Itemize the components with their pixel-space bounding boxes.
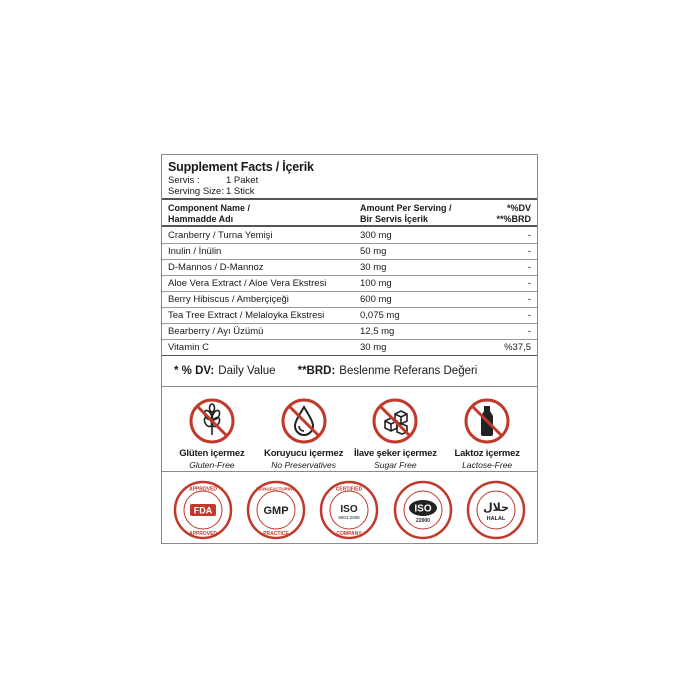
cell-dv: - — [527, 326, 531, 337]
brd-text: Beslenme Referans Değeri — [339, 365, 478, 377]
dv-text: Daily Value — [218, 365, 276, 377]
legend — [162, 355, 537, 387]
column-header-name: Component Name / Hammadde Adı — [168, 203, 251, 224]
dv-key: * % DV: — [174, 365, 215, 377]
cell-amount: 30 mg — [360, 342, 387, 353]
table-row — [162, 243, 537, 259]
svg-text:PRACTICE: PRACTICE — [263, 531, 289, 537]
table-row — [162, 307, 537, 323]
cell-name: Aloe Vera Extract / Aloe Vera Ekstresi — [168, 278, 327, 289]
table-row — [162, 323, 537, 339]
svg-text:CERTIFIED: CERTIFIED — [336, 486, 363, 493]
brd-key: **BRD: — [297, 365, 336, 377]
cell-dv: - — [527, 229, 531, 241]
servis-value: 1 Paket — [226, 175, 259, 186]
svg-text:HALAL: HALAL — [486, 516, 506, 522]
svg-text:APPROVED: APPROVED — [188, 531, 217, 537]
cell-name: D-Mannos / D-Mannoz — [168, 262, 264, 273]
cell-amount: 600 mg — [360, 294, 392, 305]
sugar-free-badge: İlave şeker içermez Sugar Free — [350, 397, 442, 471]
sugar-cube-icon — [371, 397, 419, 445]
column-headers — [162, 200, 537, 225]
facts-title: Supplement Facts / İçerik — [168, 160, 314, 174]
serving-size-value: 1 Stick — [226, 186, 255, 197]
supplement-facts-panel — [161, 154, 538, 544]
cell-name: Bearberry / Ayı Üzümü — [168, 326, 264, 337]
cell-dv: - — [527, 262, 531, 273]
ingredient-table — [162, 227, 537, 355]
cell-amount: 0,075 mg — [360, 310, 400, 321]
cell-dv: - — [527, 310, 531, 321]
table-row — [162, 259, 537, 275]
cell-name: Berry Hibiscus / Amberçiçeği — [168, 294, 289, 305]
cell-amount: 30 mg — [360, 262, 387, 273]
wheat-icon — [188, 397, 236, 445]
certification-seals — [162, 471, 537, 543]
cell-amount: 100 mg — [360, 278, 392, 289]
svg-text:ISO: ISO — [340, 504, 359, 515]
cell-dv: - — [527, 294, 531, 305]
svg-text:ISO: ISO — [414, 503, 432, 515]
free-from-icons — [162, 387, 537, 471]
cell-name: Inulin / İnülin — [168, 246, 222, 257]
svg-text:9001:2008: 9001:2008 — [338, 515, 361, 520]
column-header-dv: *%DV **%BRD — [496, 203, 531, 224]
facts-header — [162, 155, 537, 198]
table-row — [162, 275, 537, 291]
cell-name: Cranberry / Turna Yemişi — [168, 229, 273, 241]
cell-dv: - — [527, 278, 531, 289]
cell-dv: %37,5 — [504, 342, 531, 353]
fda-seal-icon — [173, 480, 233, 540]
servis-line — [168, 175, 531, 186]
svg-text:COMPANY: COMPANY — [336, 531, 363, 537]
svg-text:APPROVED: APPROVED — [188, 486, 217, 493]
cell-dv: - — [527, 246, 531, 257]
no-preservatives-badge: Koruyucu içermez No Preservatives — [258, 397, 350, 471]
table-row — [162, 227, 537, 243]
svg-text:MANUFACTURING: MANUFACTURING — [256, 486, 296, 492]
cell-name: Tea Tree Extract / Melaloyka Ekstresi — [168, 310, 325, 321]
gluten-free-badge: Glüten içermez Gluten-Free — [166, 397, 258, 471]
svg-text:حلال: حلال — [483, 501, 510, 514]
droplet-icon — [280, 397, 328, 445]
cell-amount: 12,5 mg — [360, 326, 395, 337]
cell-amount: 50 mg — [360, 246, 387, 257]
table-row — [162, 291, 537, 307]
svg-text:FDA: FDA — [193, 505, 212, 516]
iso9001-seal-icon — [319, 480, 379, 540]
cell-amount: 300 mg — [360, 229, 392, 241]
milk-bottle-icon — [463, 397, 511, 445]
servis-label: Servis : — [168, 175, 200, 186]
lactose-free-badge: Laktoz içermez Lactose-Free — [441, 397, 533, 471]
svg-text:22000: 22000 — [415, 518, 430, 524]
cell-name: Vitamin C — [168, 342, 210, 353]
column-header-amount: Amount Per Serving / Bir Servis İçerik — [360, 203, 452, 224]
serving-size-label: Serving Size: — [168, 186, 224, 197]
iso22000-seal-icon — [393, 480, 453, 540]
svg-text:GMP: GMP — [263, 505, 289, 517]
halal-seal-icon — [466, 480, 526, 540]
gmp-seal-icon — [246, 480, 306, 540]
table-row — [162, 339, 537, 355]
serving-size-line — [168, 186, 531, 197]
